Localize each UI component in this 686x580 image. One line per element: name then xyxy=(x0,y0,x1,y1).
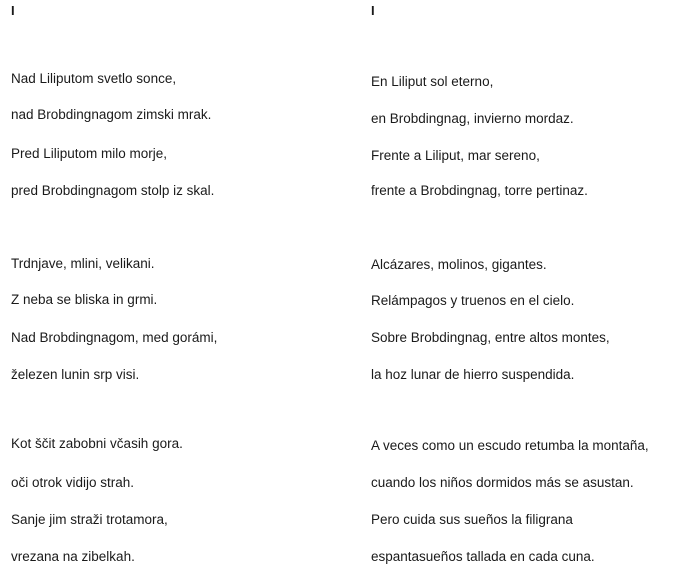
poem-line: espantasueños tallada en cada cuna. xyxy=(371,549,595,564)
poem-line: Pero cuida sus sueños la filigrana xyxy=(371,512,573,527)
poem-line: vrezana na zibelkah. xyxy=(11,549,135,564)
poem-line: nad Brobdingnagom zimski mrak. xyxy=(11,107,212,122)
poem-line: A veces como un escudo retumba la montaña, xyxy=(371,438,649,453)
poem-line: la hoz lunar de hierro suspendida. xyxy=(371,367,575,382)
poem-line: Pred Liliputom milo morje, xyxy=(11,146,168,161)
poem-line: Relámpagos y truenos en el cielo. xyxy=(371,293,575,308)
poem-line: en Brobdingnag, invierno mordaz. xyxy=(371,111,574,126)
poem-line: Trdnjave, mlini, velikani. xyxy=(11,256,155,271)
poem-line: cuando los niños dormidos más se asustan. xyxy=(371,475,634,490)
poem-line: Frente a Liliput, mar sereno, xyxy=(371,148,540,163)
section-heading: I xyxy=(371,3,375,18)
section-heading: I xyxy=(11,3,15,18)
poem-line: oči otrok vidijo strah. xyxy=(11,475,135,490)
poem-line: Sobre Brobdingnag, entre altos montes, xyxy=(371,330,610,345)
poem-line: frente a Brobdingnag, torre pertinaz. xyxy=(371,183,588,198)
poem-line: En Liliput sol eterno, xyxy=(371,74,494,89)
poem-line: pred Brobdingnagom stolp iz skal. xyxy=(11,183,215,198)
poem-line: železen lunin srp visi. xyxy=(11,367,140,382)
poem-line: Sanje jim straži trotamora, xyxy=(11,512,168,527)
poem-line: Kot ščit zabobni včasih gora. xyxy=(11,436,183,451)
poem-line: Z neba se bliska in grmi. xyxy=(11,292,158,307)
poem-line: Nad Brobdingnagom, med gorámi, xyxy=(11,330,218,345)
poem-line: Alcázares, molinos, gigantes. xyxy=(371,257,547,272)
poem-line: Nad Liliputom svetlo sonce, xyxy=(11,71,177,86)
